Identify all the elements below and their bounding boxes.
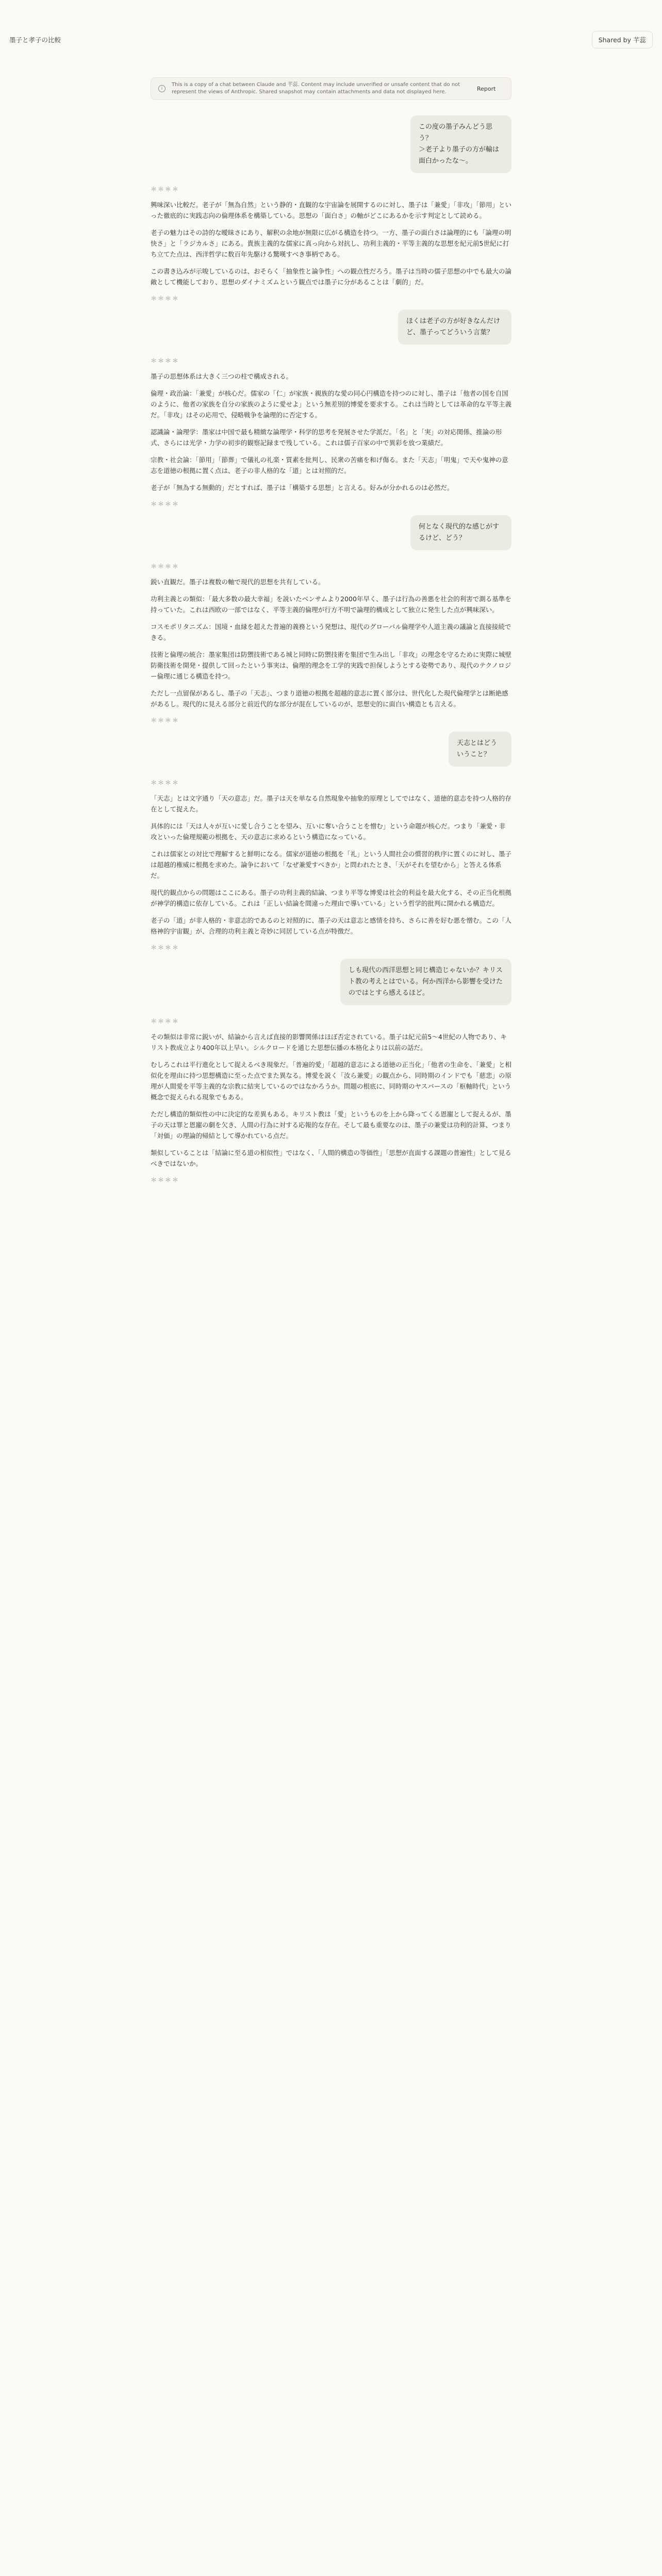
assistant-reply — [151, 562, 511, 724]
assistant-reply — [151, 356, 511, 508]
reply-paragraph: 老子の魅力はその詩的な曖昧さにあり、解釈の余地が無限に広がる構造を持つ。一方、墨子の面白さは論理的にも「論理の明快さ」と「ラジカルさ」にある。貴族主義的な儒家に真っ向から対抗し、功利主義的・平等主義的な思想を紀元前5世紀に打ち立てた点は、西洋哲学に数百年先駆ける驚嘆すべき事柄である。 — [151, 229, 511, 258]
reply-paragraph: 現代的観点からの問題はここにある。墨子の功利主義的結論、つまり平等な博愛は社会的利益を最大化する、その正当化根拠が神学的構造に依存している。これは「正しい結論を間違った理由で導いている」という哲学的批判に開かれる構造だ。 — [151, 889, 512, 907]
assistant-reply — [151, 778, 511, 952]
user-message — [410, 515, 511, 550]
reply-paragraph: 倫理・政治論：「兼愛」が核心だ。儒家の「仁」が家族・親族的な愛の同心円構造を持つのに対し、墨子は「他者の国を自国のように、他者の家族を自分の家族のように愛せよ」という無差別的博愛を要求する。これは当時としては革命的な平等主義だ。「非攻」はその応用で、侵略戦争を論理的に否定する。 — [151, 389, 512, 419]
reply-paragraph: 老子の「道」が非人格的・非意志的であるのと対照的に、墨子の天は意志と感情を持ち、さらに善を好む悪を憎む。この「人格神的宇宙観」が、合理的功利主義と奇妙に同居している点が特徴だ。 — [151, 917, 512, 935]
user-message-text: しも現代の西洋思想と同じ構造じゃないか？キリスト教の考えとはでいる。何か西洋から影響を受けたのではとすら感えるほど。 — [349, 967, 503, 997]
reply-paragraph: 具体的には「天は人々が互いに愛し合うことを望み、互いに奪い合うことを憎む」という命題が核心だ。つまり「兼愛・非攻といった倫理規範の根拠を、天の意志に求めるという構造になっている。 — [151, 822, 506, 841]
reply-paragraph: 老子が「無為する無動的」だとすれば、墨子は「構築する思想」と言える。好みが分かれるのは必然だ。 — [151, 484, 454, 492]
shared-chat-notice — [151, 77, 511, 100]
section-separator: ＊＊＊＊ — [151, 944, 180, 951]
section-separator: ＊＊＊＊ — [151, 779, 180, 786]
reply-paragraph: ただし構造的類似性の中に決定的な差異もある。キリスト教は「愛」というものを上から降ってくる恩寵として捉えるが、墨子の天は罪と恩寵の劇を欠き、人間の行為に対する応報的な存在。そして最も重要なのは、墨子の兼愛は功利的計算、つまり「対価」の理論的帰結として導かれている点だ。 — [151, 1110, 511, 1140]
reply-paragraph: 宗教・社会論：「節用」「節葬」で儀礼の礼楽・質素を批判し、民衆の苦痛を和げ傷る。また「天志」「明鬼」で天や鬼神の意志を道徳の根拠に置く点は、老子の非人格的な「道」とは対照的だ。 — [151, 456, 508, 474]
reply-paragraph: 「天志」とは文字通り「天の意志」だ。墨子は天を単なる自然現象や抽象的原理としてではなく、道徳的意志を持つ人格的存在として捉えた。 — [151, 794, 511, 813]
user-message — [340, 959, 511, 1005]
assistant-reply — [151, 184, 511, 302]
user-message — [449, 732, 511, 767]
section-separator: ＊＊＊＊ — [151, 563, 180, 570]
reply-paragraph: 認識論・論理学：墨家は中国で最も精緻な論理学・科学的思考を発展させた学派だ。「名」と「実」の対応関係、推論の形式、さらには光学・力学の初歩的観察記録まで残している。これは儒子百家の中で異彩を放つ業績だ。 — [151, 428, 502, 447]
section-separator: ＊＊＊＊ — [151, 357, 180, 364]
reply-paragraph: ただし一点留保があるし、墨子の「天志」、つまり道徳の根拠を超越的意志に置く部分は、世代化した現代倫理学とは断絶感があるし。現代的に見える部分と前近代的な部分が混在しているのが、思想史的に面白い構造とも言える。 — [151, 689, 508, 708]
chat-title[interactable]: 墨子と孝子の比較 — [9, 36, 61, 44]
reply-paragraph: 類似していることは「結論に至る道の相似性」ではなく、「人間的構造の等価性」「思想が直面する課題の普遍性」として見るべきではないか。 — [151, 1149, 511, 1167]
reply-paragraph: むしろこれは平行進化として捉えるべき現象だ。「普遍的愛」「超越的意志による道徳の正当化」「他者の生命を、「兼愛」と相似化を理由に持つ思想構造に至った点でまた異なる。博愛を説く「汝ら兼愛」の観点から、同時期のインドでも「慈悲」の原理が人間愛を平等主義的な宗教に結実しているのではなかろうか。問題の根底に、同時期のヤスパースの「枢軸時代」という概念で捉えられる現象でもある。 — [151, 1061, 512, 1101]
user-message-text: ほくは老子の方が好きなんだけど、墨子ってどういう言葉？ — [406, 317, 501, 336]
top-bar — [0, 0, 662, 72]
info-icon: i — [158, 85, 166, 92]
section-separator: ＊＊＊＊ — [151, 295, 180, 302]
reply-paragraph: 鋭い直観だ。墨子は複数の軸で現代的思想を共有している。 — [151, 578, 325, 586]
reply-paragraph: 技術と倫理の統合：墨家集団は防禦技術である城と同時に防禦技術を集団で生み出し「非攻」の理念を守るために実際に城壁防衛技術を開発・提供して回ったという事実は、倫理的理念を工学的実践で担保しようとする姿勢であり、現代のテクノロジー倫理に通じる構造を持つ。 — [151, 651, 512, 680]
assistant-reply — [151, 1016, 511, 1184]
reply-paragraph: その類似は非常に鋭いが、結論から言えば直接的影響関係はほぼ否定されている。墨子は紀元前5〜4世紀の人物であり、キリスト教成立より400年以上早い。シルクロードを通じた思想伝播の本格化よりは以前の話だ。 — [151, 1033, 507, 1052]
notice-text: This is a copy of a chat between Claude and 芊蕊. Content may include unverified or unsafe content that do not represent the views of Anthropic. Shared snapshot may contain attachments and data not displayed here. — [172, 82, 460, 95]
user-message — [398, 310, 511, 345]
reply-paragraph: 墨子の思想体系は大きく三つの柱で構成される。 — [151, 372, 293, 380]
user-message-text: ＞老子より墨子の方が輸は面白かったな～。 — [419, 146, 500, 165]
reply-paragraph: コスモポリタニズム：国境・血縁を超えた普遍的義務という発想は、現代のグローバル倫理学や人道主義の議論と直接接続できる。 — [151, 623, 511, 641]
reply-paragraph: 興味深い比較だ。老子が「無為自然」という静的・直観的な宇宙論を展開するのに対し、墨子は「兼愛」「非攻」「節用」といった徹底的に実践志向の倫理体系を構築している。思想の「面白さ」の軸がどこにあるかを示す判定として読める。 — [151, 201, 512, 219]
section-separator: ＊＊＊＊ — [151, 717, 180, 724]
report-button[interactable]: Report — [477, 85, 496, 92]
conversation-thread — [151, 108, 511, 1190]
section-separator: ＊＊＊＊ — [151, 500, 180, 507]
reply-paragraph: 功利主義との類似：「最大多数の最大幸福」を説いたベンサムより2000年早く、墨子は行為の善悪を社会的利害で測る基準を持っていた。これは西欧の一部ではなく、平等主義的倫理が行方不明で論理的構成として独立に発生した点が興味深い。 — [151, 595, 511, 614]
user-message-text: 天志とはどういうこと？ — [457, 739, 498, 758]
section-separator: ＊＊＊＊ — [151, 1176, 180, 1183]
section-separator: ＊＊＊＊ — [151, 185, 180, 193]
user-message — [410, 115, 511, 173]
reply-paragraph: この書き込みが示唆しているのは、おそらく「抽象性と論争性」への観点性だろう。墨子は当時の儒子思想の中でも最大の論敵として機能しており、思想のダイナミズムという観点では墨子に分があることは「劇的」だ。 — [151, 267, 512, 286]
section-separator: ＊＊＊＊ — [151, 1018, 180, 1025]
user-message-text: この度の墨子みんどう思う？ — [419, 123, 493, 142]
shared-by-badge[interactable]: Shared by 芊蕊 — [592, 31, 653, 48]
reply-paragraph: これは儒家との対比で理解すると鮮明になる。儒家が道徳の根拠を「礼」という人間社会の慣習的秩序に置くのに対し、墨子は超越的権威に根拠を求めた。論争において「なぜ兼愛すべきか」と問われたとき、「天がそれを望むから」と答える体系だ。 — [151, 850, 512, 879]
user-message-text: 何となく現代的な感じがするけど、どう？ — [419, 523, 500, 542]
